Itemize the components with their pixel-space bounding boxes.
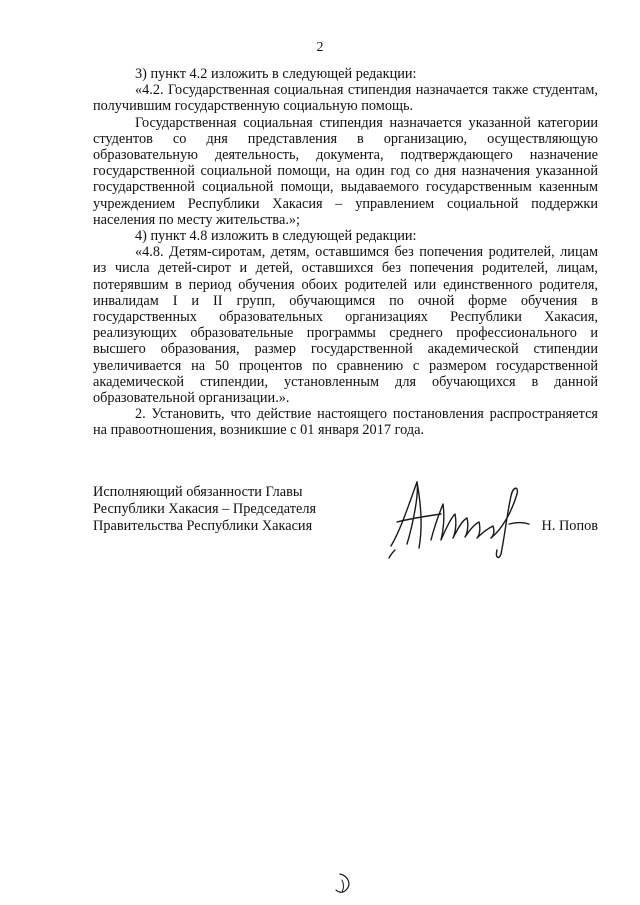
handwritten-mark xyxy=(330,870,360,895)
handwritten-signature xyxy=(383,474,553,564)
document-body xyxy=(93,66,598,439)
signature-block xyxy=(93,484,598,564)
paragraph-effective-date: 2. Установить, что действие настоящего постановления распространяется на правоотношения, возникшие с 01 января 2017 года. xyxy=(93,406,598,439)
paragraph-stipend-details: Государственная социальная стипендия назначается указанной категории студентов со дня представления в организацию, осуществляющую образовательную деятельность, документа, подтверждающего назначение государственной социальной помощи, на один год со дня назначения указанной государственной социальной помощи, выдаваемого государственным казенным учреждением Республики Хакасия – управлением социальной поддержки населения по месту жительства.»; xyxy=(93,114,598,228)
page-number: 2 xyxy=(316,40,324,55)
signer-title-line: Исполняющий обязанности Главы xyxy=(93,484,303,500)
signer-title-line: Республики Хакасия – Председателя xyxy=(93,501,317,517)
paragraph-item-3: 3) пункт 4.2 изложить в следующей редакции: xyxy=(135,66,417,82)
signer-name: Н. Попов xyxy=(541,518,598,534)
paragraph-clause-4-8: «4.8. Детям-сиротам, детям, оставшимся без попечения родителей, лицам из числа детей-сирот и детей, оставшихся без попечения родителей, лицам, потерявшим в период обучения обоих родителей или единственного родителя, инвалидам I и II групп, обучающимся по очной форме обучения в государственных образовательных организациях Республики Хакасия, реализующих образовательные программы среднего профессионального и высшего образования, размер государственной академической стипендии увеличивается на 50 процентов по сравнению с размером государственной академической стипендии, установленным для обучающихся в данной образовательной организации.». xyxy=(93,244,598,407)
paragraph-clause-4-2: «4.2. Государственная социальная стипендия назначается также студентам, получившим государственную социальную помощь. xyxy=(93,82,598,115)
signer-title-line: Правительства Республики Хакасия xyxy=(93,518,313,534)
paragraph-item-4: 4) пункт 4.8 изложить в следующей редакции: xyxy=(135,228,417,245)
